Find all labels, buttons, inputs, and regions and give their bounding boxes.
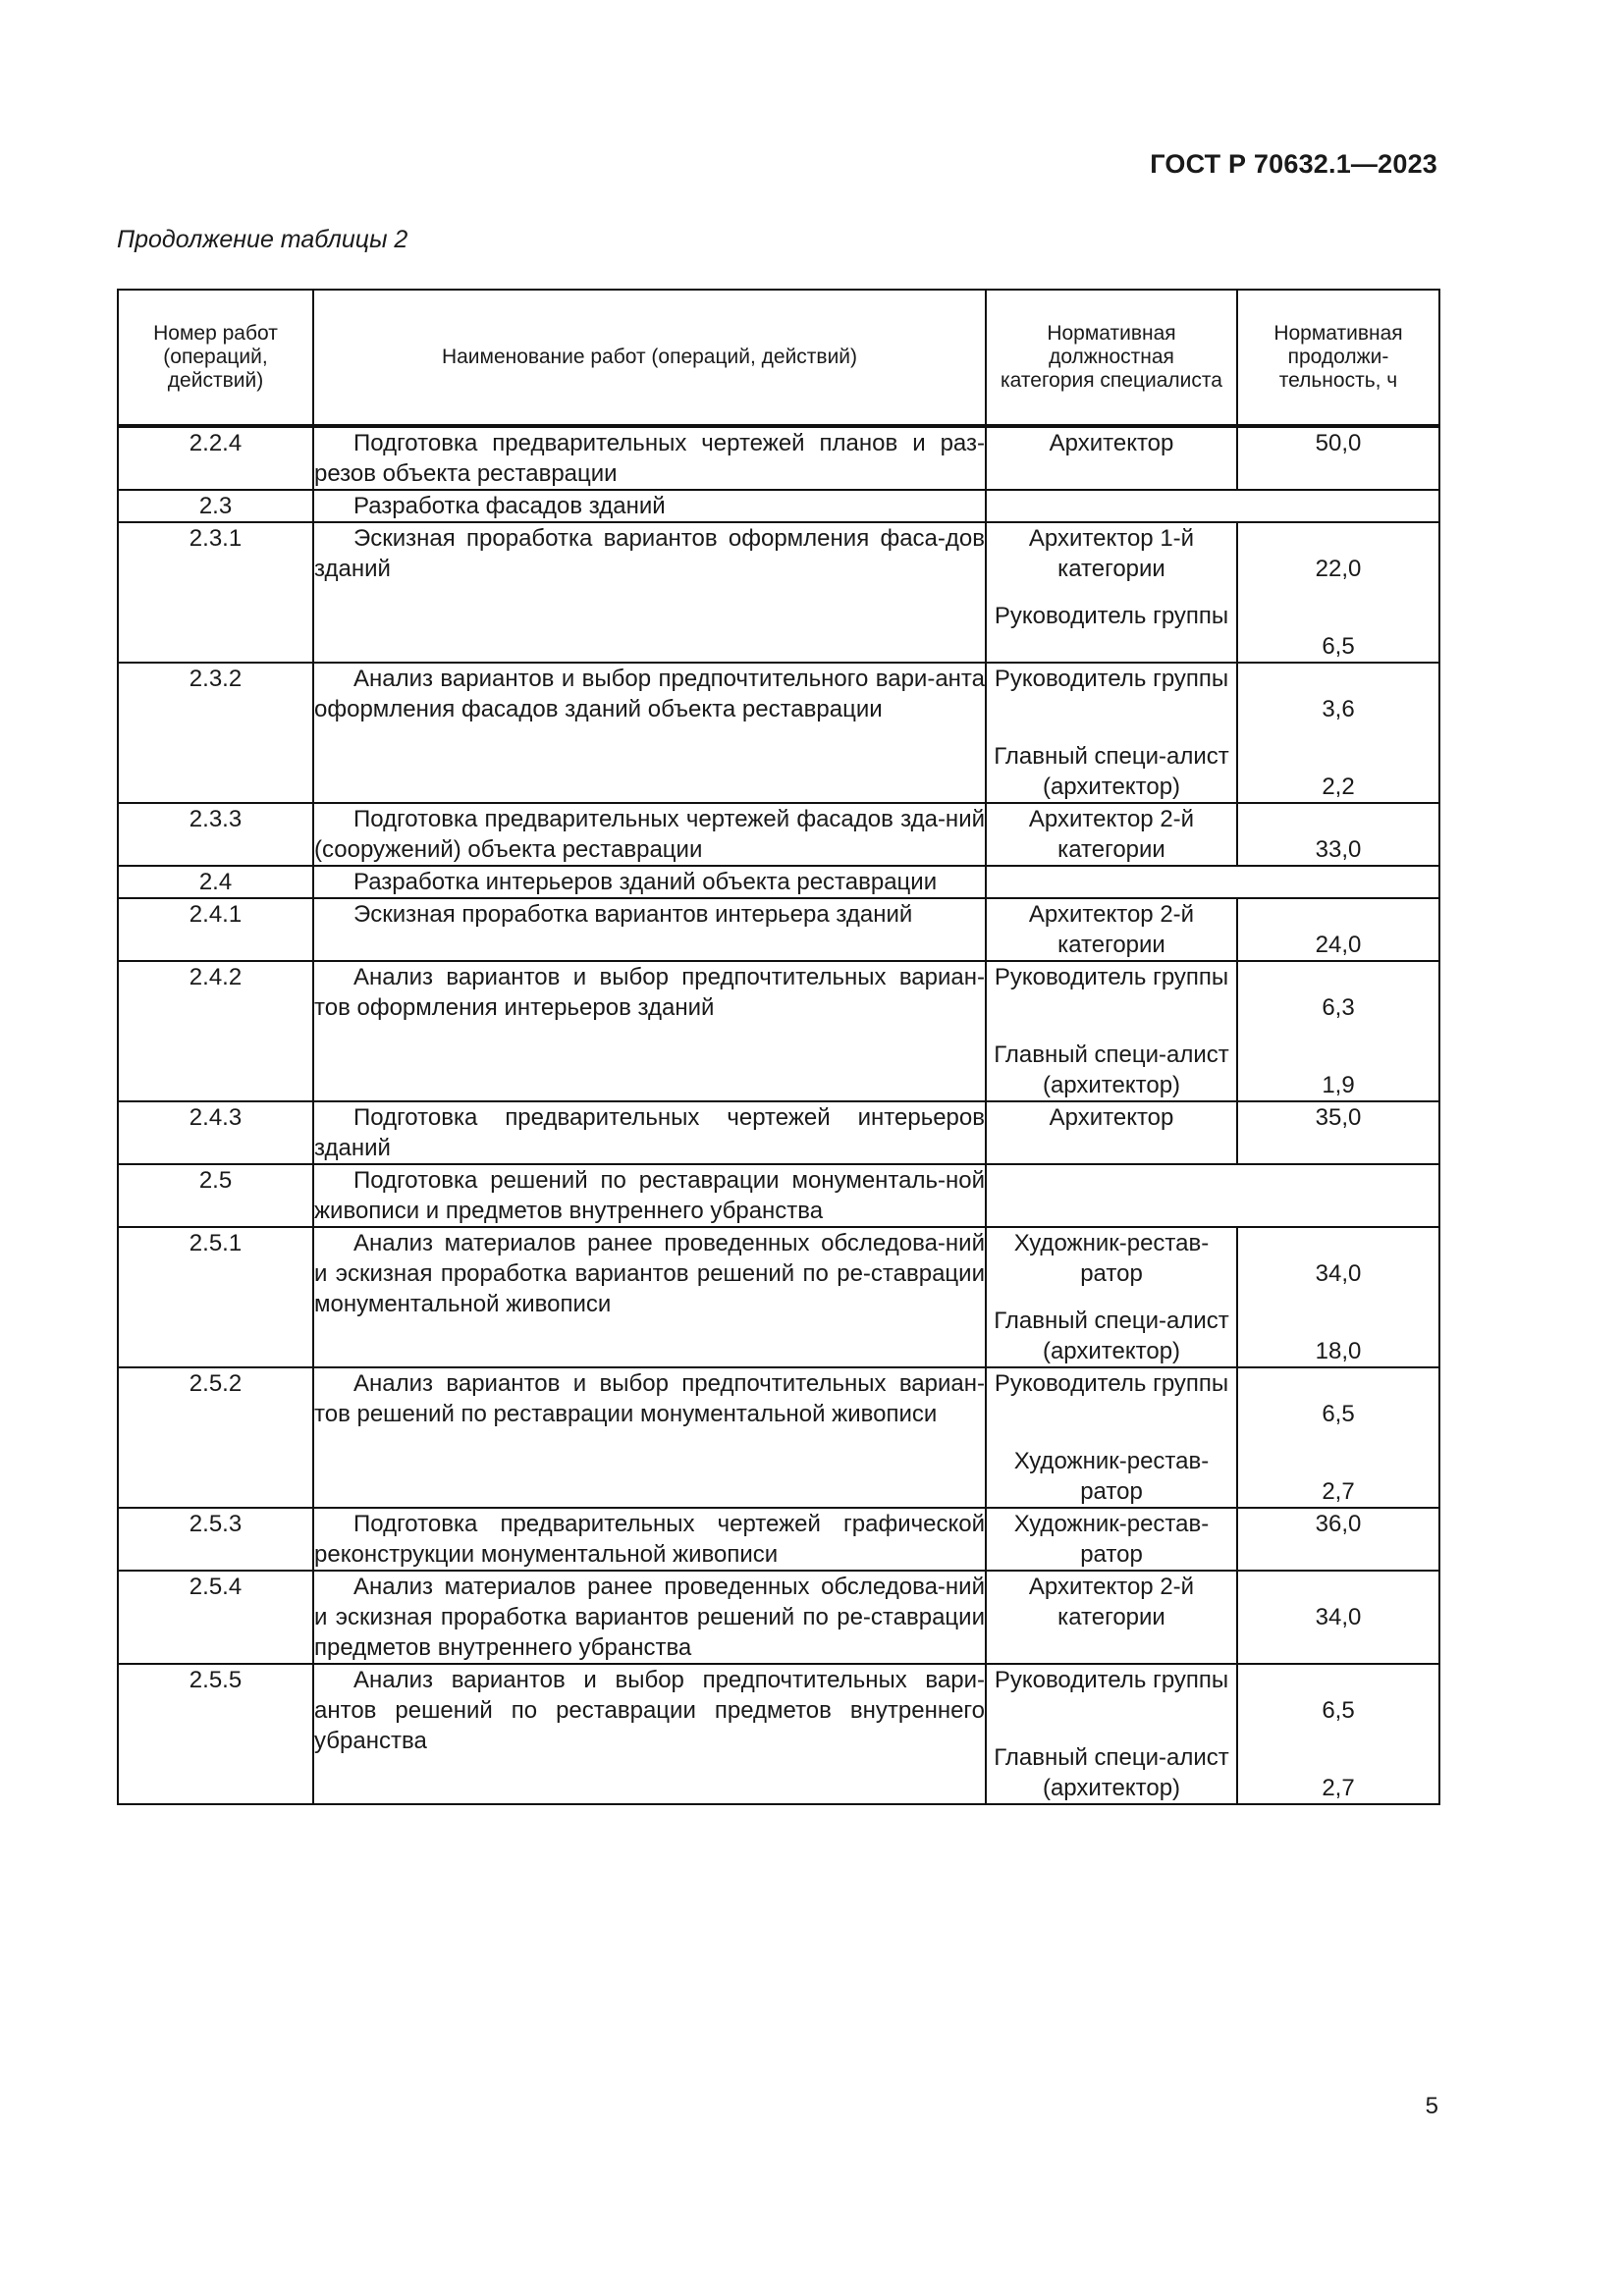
specialist-category — [986, 803, 1237, 866]
table-row — [118, 426, 1439, 490]
specialist-category — [986, 522, 1237, 663]
specialist-category — [986, 1508, 1237, 1571]
work-number: 2.5.2 — [118, 1367, 313, 1508]
work-number: 2.5 — [118, 1164, 313, 1227]
table-row — [118, 1664, 1439, 1804]
category-item: Руководитель группы — [994, 603, 1229, 629]
work-name-text: Подготовка предварительных чертежей планов и раз-резов объекта реставрации — [314, 430, 985, 487]
work-name-text: Анализ вариантов и выбор предпочтительных вари-антов решений по реставрации предметов внутреннего убранства — [314, 1667, 985, 1754]
work-name — [313, 1164, 986, 1227]
table-row — [118, 803, 1439, 866]
col-header-name: Наименование работ (операций, действий) — [313, 290, 986, 426]
duration-value — [1238, 1742, 1438, 1803]
work-name — [313, 1227, 986, 1367]
table-header-row — [118, 290, 1439, 426]
work-number: 2.5.4 — [118, 1571, 313, 1664]
page-number: 5 — [1425, 2093, 1438, 2119]
work-name — [313, 1571, 986, 1664]
col-header-category: Нормативная должностная категория специалиста — [986, 290, 1237, 426]
duration-value — [1238, 523, 1438, 584]
duration-text: 2,7 — [1322, 1775, 1355, 1801]
duration-value — [1238, 601, 1438, 662]
category-item: Художник-рестав-ратор — [1013, 1448, 1210, 1505]
category-item: Главный специ-алист (архитектор) — [994, 743, 1229, 800]
category-item: Архитектор — [1049, 1104, 1174, 1131]
duration-value — [1238, 1509, 1438, 1539]
table-row — [118, 898, 1439, 961]
specialist-category — [986, 1571, 1237, 1664]
table-body — [118, 426, 1439, 1804]
duration-text: 35,0 — [1315, 1104, 1362, 1131]
category-item: Главный специ-алист (архитектор) — [994, 1744, 1229, 1801]
specialist-category — [986, 426, 1237, 490]
specialist-category — [986, 1664, 1237, 1804]
work-name — [313, 663, 986, 803]
work-number: 2.2.4 — [118, 426, 313, 490]
norms-table — [117, 289, 1440, 1805]
table-row — [118, 490, 1439, 522]
duration — [1237, 1664, 1439, 1804]
work-number: 2.3.2 — [118, 663, 313, 803]
duration-text: 18,0 — [1315, 1338, 1362, 1364]
empty-cell — [986, 1164, 1439, 1227]
category-item: Руководитель группы — [994, 964, 1229, 990]
work-number: 2.3 — [118, 490, 313, 522]
table-row — [118, 961, 1439, 1101]
duration-text: 33,0 — [1315, 836, 1362, 863]
work-number: 2.4.1 — [118, 898, 313, 961]
duration-value — [1238, 1446, 1438, 1507]
work-name — [313, 490, 986, 522]
work-name — [313, 1508, 986, 1571]
category-item: Архитектор — [1049, 430, 1174, 456]
table-row — [118, 1101, 1439, 1164]
duration-text: 6,5 — [1322, 633, 1355, 660]
duration-value — [1238, 1572, 1438, 1632]
specialist-category — [986, 961, 1237, 1101]
work-name-text: Анализ вариантов и выбор предпочтительных вариан-тов оформления интерьеров зданий — [314, 964, 985, 1021]
duration-value — [1238, 804, 1438, 865]
work-name — [313, 522, 986, 663]
work-name — [313, 898, 986, 961]
duration-text: 22,0 — [1315, 556, 1362, 582]
duration-text: 6,3 — [1322, 994, 1355, 1021]
duration-text: 36,0 — [1315, 1511, 1362, 1537]
col-header-num: Номер работ (операций, действий) — [118, 290, 313, 426]
duration-value — [1238, 899, 1438, 960]
empty-cell — [986, 490, 1439, 522]
duration — [1237, 1571, 1439, 1664]
table-row — [118, 1227, 1439, 1367]
table-row — [118, 1508, 1439, 1571]
work-number: 2.5.5 — [118, 1664, 313, 1804]
duration-value — [1238, 428, 1438, 458]
table-caption: Продолжение таблицы 2 — [117, 226, 408, 253]
duration-value — [1238, 664, 1438, 724]
category-item: Руководитель группы — [994, 666, 1229, 692]
specialist-category — [986, 663, 1237, 803]
empty-cell — [986, 866, 1439, 898]
work-name-text: Подготовка предварительных чертежей графической реконструкции монументальной живописи — [314, 1511, 985, 1568]
standard-code: ГОСТ Р 70632.1—2023 — [1150, 149, 1437, 179]
duration-text: 1,9 — [1322, 1072, 1355, 1098]
category-item: Архитектор 1-й категории — [1028, 525, 1195, 582]
duration-value — [1238, 1306, 1438, 1366]
duration-value — [1238, 1228, 1438, 1289]
specialist-category — [986, 1101, 1237, 1164]
duration — [1237, 961, 1439, 1101]
work-number: 2.4.2 — [118, 961, 313, 1101]
table-row — [118, 1367, 1439, 1508]
specialist-category — [986, 1227, 1237, 1367]
duration — [1237, 898, 1439, 961]
duration-text: 6,5 — [1322, 1697, 1355, 1724]
work-name-text: Эскизная проработка вариантов оформления фаса-дов зданий — [314, 525, 985, 582]
category-item: Архитектор 2-й категории — [1028, 806, 1195, 863]
duration-text: 2,7 — [1322, 1478, 1355, 1505]
work-name-text: Анализ материалов ранее проведенных обследова-ний и эскизная проработка вариантов решений по ре-ставрации монументальной живописи — [314, 1230, 985, 1317]
table-row — [118, 522, 1439, 663]
work-name — [313, 1664, 986, 1804]
table-row — [118, 866, 1439, 898]
table-row — [118, 1571, 1439, 1664]
work-name — [313, 426, 986, 490]
category-item: Архитектор 2-й категории — [1028, 1574, 1195, 1630]
work-name-text: Эскизная проработка вариантов интерьера зданий — [353, 901, 913, 928]
work-number: 2.4 — [118, 866, 313, 898]
work-name-text: Анализ материалов ранее проведенных обследова-ний и эскизная проработка вариантов решений по ре-ставрации предметов внутреннего убранства — [314, 1574, 985, 1661]
table-row — [118, 1164, 1439, 1227]
duration-value — [1238, 962, 1438, 1023]
duration-text: 3,6 — [1322, 696, 1355, 722]
work-number: 2.3.3 — [118, 803, 313, 866]
category-item: Художник-рестав-ратор — [1013, 1230, 1210, 1287]
duration-text: 34,0 — [1315, 1604, 1362, 1630]
work-name-text: Разработка фасадов зданий — [353, 493, 666, 519]
work-name — [313, 803, 986, 866]
duration — [1237, 1367, 1439, 1508]
duration — [1237, 663, 1439, 803]
work-name-text: Анализ вариантов и выбор предпочтительных вариан-тов решений по реставрации монументальной живописи — [314, 1370, 985, 1427]
work-number: 2.3.1 — [118, 522, 313, 663]
work-number: 2.4.3 — [118, 1101, 313, 1164]
duration-value — [1238, 1368, 1438, 1429]
duration-value — [1238, 1040, 1438, 1100]
duration-value — [1238, 1665, 1438, 1726]
work-name — [313, 1101, 986, 1164]
category-item: Архитектор 2-й категории — [1028, 901, 1195, 958]
table-row — [118, 663, 1439, 803]
specialist-category — [986, 898, 1237, 961]
work-name — [313, 866, 986, 898]
category-item: Художник-рестав-ратор — [1013, 1511, 1210, 1568]
work-name-text: Разработка интерьеров зданий объекта реставрации — [353, 869, 938, 895]
duration — [1237, 1508, 1439, 1571]
duration-value — [1238, 741, 1438, 802]
duration — [1237, 426, 1439, 490]
duration-value — [1238, 1102, 1438, 1133]
duration-text: 50,0 — [1315, 430, 1362, 456]
duration — [1237, 522, 1439, 663]
col-header-duration: Нормативная продолжи-тельность, ч — [1237, 290, 1439, 426]
duration — [1237, 1227, 1439, 1367]
category-item: Главный специ-алист (архитектор) — [994, 1041, 1229, 1098]
work-name-text: Подготовка предварительных чертежей фасадов зда-ний (сооружений) объекта реставрации — [314, 806, 985, 863]
work-name — [313, 1367, 986, 1508]
duration — [1237, 1101, 1439, 1164]
category-item: Руководитель группы — [994, 1370, 1229, 1397]
duration-text: 34,0 — [1315, 1260, 1362, 1287]
duration — [1237, 803, 1439, 866]
specialist-category — [986, 1367, 1237, 1508]
duration-text: 2,2 — [1322, 774, 1355, 800]
duration-text: 6,5 — [1322, 1401, 1355, 1427]
category-item: Руководитель группы — [994, 1667, 1229, 1693]
work-name-text: Подготовка решений по реставрации монументаль-ной живописи и предметов внутреннего убранства — [314, 1167, 985, 1224]
work-number: 2.5.3 — [118, 1508, 313, 1571]
category-item: Главный специ-алист (архитектор) — [994, 1308, 1229, 1364]
work-name-text: Анализ вариантов и выбор предпочтительного вари-анта оформления фасадов зданий объекта реставрации — [314, 666, 985, 722]
work-number: 2.5.1 — [118, 1227, 313, 1367]
duration-text: 24,0 — [1315, 932, 1362, 958]
work-name-text: Подготовка предварительных чертежей интерьеров зданий — [314, 1104, 985, 1161]
work-name — [313, 961, 986, 1101]
